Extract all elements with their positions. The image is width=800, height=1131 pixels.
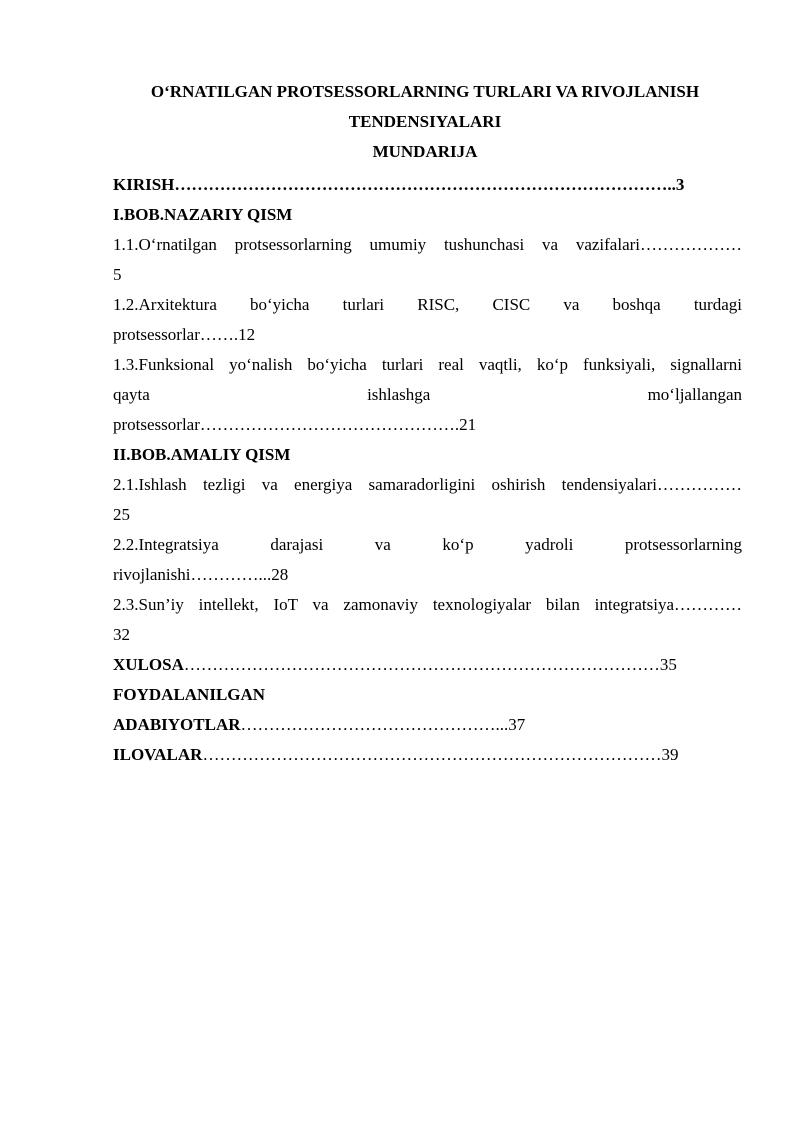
toc-entry-text: 2.3.Sun’iy intellekt, IoT va zamonaviy texnologiyalar bilan integratsiya…………: [113, 595, 742, 614]
toc-entry-leader-page: ………………………………………...37: [240, 715, 526, 734]
toc-entry-text: 2.2.Integratsiya darajasi va ko‘p yadroli protsessorlarning: [113, 535, 742, 554]
title-line-2: TENDENSIYALARI: [348, 112, 502, 131]
toc-entry-2-1: [113, 470, 742, 530]
toc-entry-text-continued: protsessorlar…….12: [113, 325, 256, 344]
toc-entry-2-3: [113, 590, 742, 650]
toc-chapter-1: I.BOB.NAZARIY QISM: [113, 205, 293, 224]
toc-entry-text: 1.3.Funksional yo‘nalish bo‘yicha turlari real vaqtli, ko‘p funksiyali, signallarni: [113, 355, 742, 374]
toc-entry-leader-page: ………………………………………………………………………39: [202, 745, 679, 764]
toc-entry-text-continued: rivojlanishi…………...28: [113, 565, 289, 584]
toc-entry-xulosa: [113, 650, 742, 680]
toc-entry-adabiyotlar: [113, 710, 742, 740]
toc-entry-text: 2.1.Ishlash tezligi va energiya samaradorligini oshirish tendensiyalari……………: [113, 475, 742, 494]
toc-entry-ilovalar: [113, 740, 742, 770]
toc-entry-text: 1.1.O‘rnatilgan protsessorlarning umumiy tushunchasi va vazifalari………………: [113, 235, 742, 254]
toc-entry-text-continued: protsessorlar……………………………………….21: [113, 415, 477, 434]
toc-heading: MUNDARIJA: [372, 142, 478, 161]
toc-entry-2-2: [113, 530, 742, 590]
toc-chapter-2: II.BOB.AMALIY QISM: [113, 445, 291, 464]
toc-entry-kirish: KIRISH……………………………………………………………………………..3: [113, 175, 685, 194]
toc-entry-1-1: [113, 230, 742, 290]
toc-entry-1-3: [113, 350, 742, 440]
toc-entry-page: 25: [113, 505, 130, 524]
toc-entry-foydalanilgan: FOYDALANILGAN: [113, 685, 266, 704]
table-of-contents: [113, 170, 742, 770]
toc-entry-label: XULOSA: [113, 655, 184, 674]
toc-entry-label: ILOVALAR: [113, 745, 203, 764]
toc-entry-page: 5: [113, 265, 122, 284]
document-title: [108, 77, 742, 167]
toc-entry-text: 1.2.Arxitektura bo‘yicha turlari RISC, CISC va boshqa turdagi: [113, 295, 742, 314]
title-line-1: O‘RNATILGAN PROTSESSORLARNING TURLARI VA RIVOJLANISH: [150, 82, 700, 101]
toc-entry-leader-page: …………………………………………………………………………35: [183, 655, 677, 674]
toc-entry-label: ADABIYOTLAR: [113, 715, 241, 734]
toc-entry-1-2: [113, 290, 742, 350]
toc-entry-text-continued: qayta ishlashga mo‘ljallangan: [113, 385, 742, 404]
toc-entry-page: 32: [113, 625, 130, 644]
